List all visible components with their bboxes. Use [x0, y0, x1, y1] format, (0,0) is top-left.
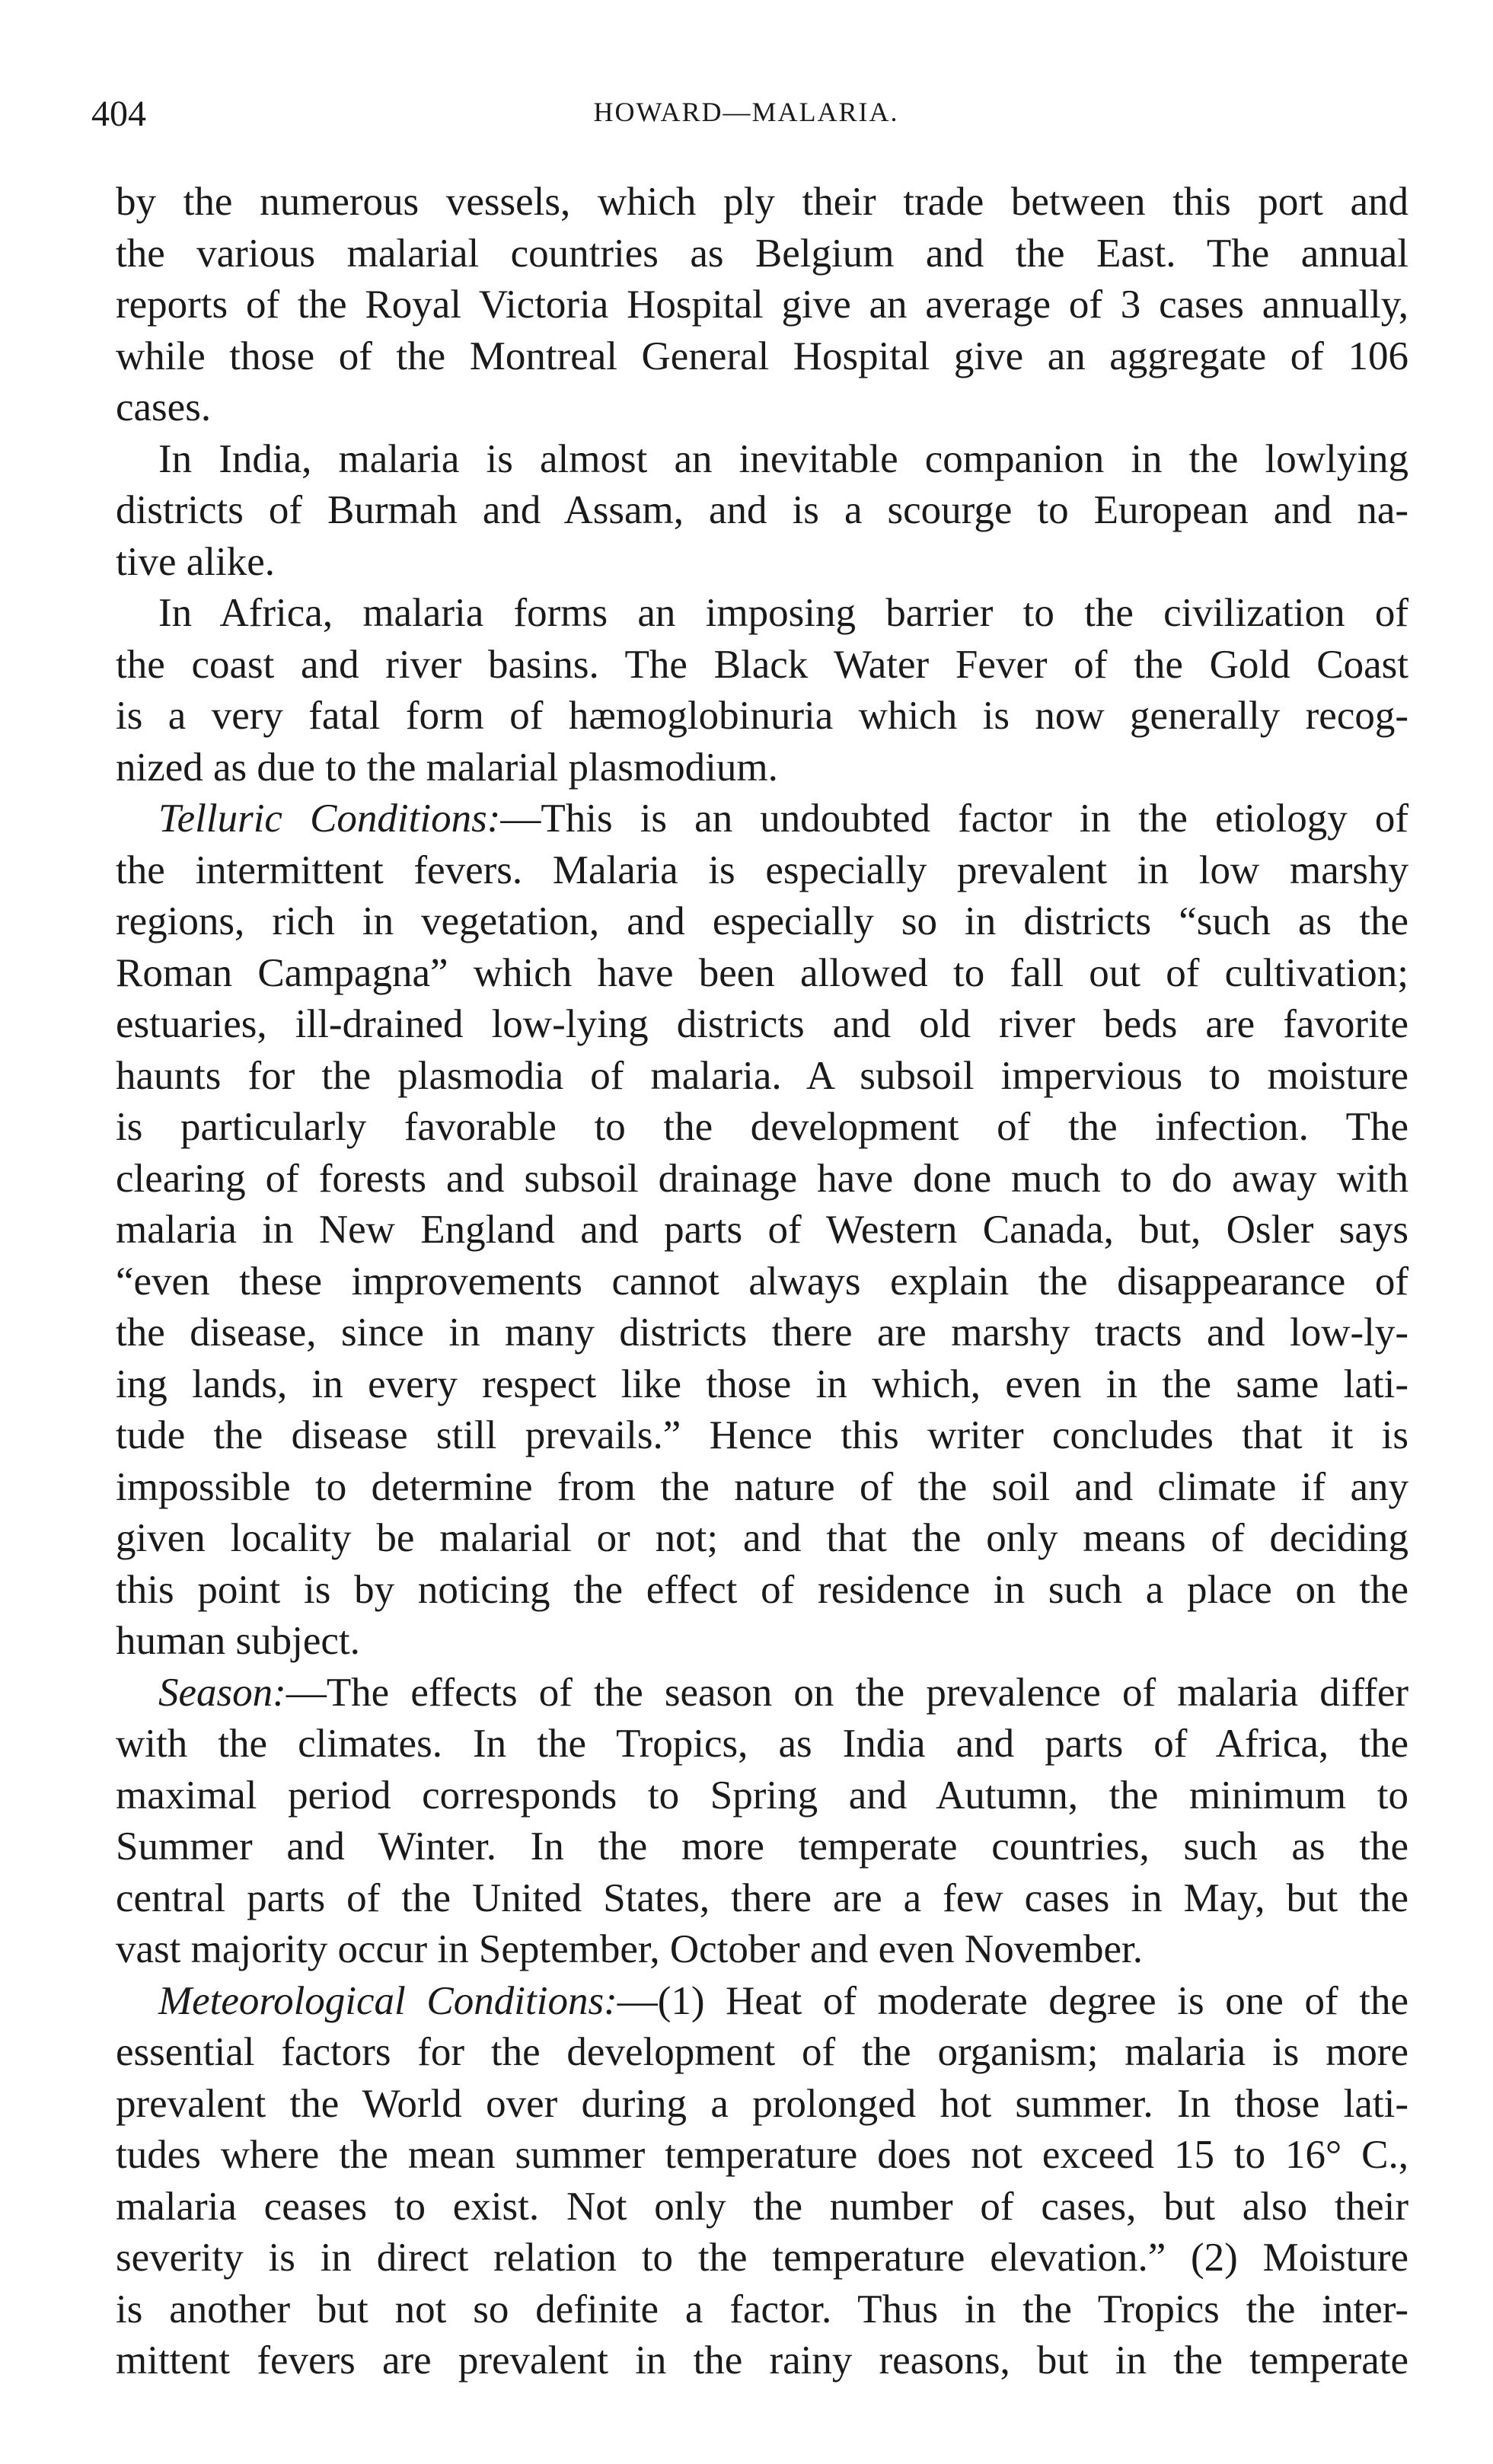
text-line: reports of the Royal Victoria Hospital give an average of 3 cases annually,: [116, 282, 1408, 327]
text-line: mittent fevers are prevalent in the rainy reasons, but in the temperate: [116, 2338, 1408, 2383]
text-line: In India, malaria is almost an inevitable companion in the lowlying: [158, 436, 1408, 481]
text-line: regions, rich in vegetation, and especially so in districts “such as the: [116, 899, 1408, 943]
text-line: tudes where the mean summer temperature does not exceed 15 to 16° C.,: [116, 2133, 1408, 2177]
text-line: the disease, since in many districts there are marshy tracts and low-ly-: [116, 1310, 1408, 1355]
text-line: the various malarial countries as Belgium and the East. The annual: [116, 231, 1408, 276]
text-line: Telluric Conditions:—This is an undoubted factor in the etiology of: [158, 796, 1408, 841]
text-line: vast majority occur in September, October and even November.: [116, 1927, 1143, 1971]
text-line: while those of the Montreal General Hospital give an aggregate of 106: [116, 334, 1408, 378]
text-line: Summer and Winter. In the more temperate countries, such as the: [116, 1824, 1408, 1869]
text-line: In Africa, malaria forms an imposing barrier to the civilization of: [158, 591, 1408, 635]
text-line: “even these improvements cannot always explain the disappearance of: [116, 1259, 1408, 1304]
text-line: maximal period corresponds to Spring and Autumn, the minimum to: [116, 1773, 1408, 1818]
running-head: HOWARD—MALARIA.: [593, 97, 899, 127]
section-heading: Telluric Conditions:: [158, 796, 501, 841]
text-line: cases.: [116, 385, 212, 429]
section-heading: Season:: [158, 1670, 286, 1715]
text-line: given locality be malarial or not; and that the only means of deciding: [116, 1516, 1408, 1560]
page-header: [91, 93, 1401, 139]
text-line: clearing of forests and subsoil drainage have done much to do away with: [116, 1156, 1408, 1201]
text-line: with the climates. In the Tropics, as India and parts of Africa, the: [116, 1722, 1408, 1766]
page-number: 404: [91, 94, 146, 134]
text-line: estuaries, ill-drained low-lying districts and old river beds are favorite: [116, 1002, 1408, 1046]
body-text: [116, 177, 1408, 2387]
text-line: Meteorological Conditions:—(1) Heat of moderate degree is one of the: [158, 1978, 1408, 2023]
text-line: by the numerous vessels, which ply their trade between this port and: [116, 180, 1408, 224]
text-line: is another but not so definite a factor. Thus in the Tropics the inter-: [116, 2287, 1408, 2332]
text-line: impossible to determine from the nature of the soil and climate if any: [116, 1464, 1408, 1509]
text-line: haunts for the plasmodia of malaria. A subsoil impervious to moisture: [116, 1053, 1408, 1098]
text-line: human subject.: [116, 1619, 360, 1663]
text-line: this point is by noticing the effect of residence in such a place on the: [116, 1567, 1408, 1612]
text-line: essential factors for the development of the organism; malaria is more: [116, 2030, 1408, 2074]
text-line: central parts of the United States, there are a few cases in May, but the: [116, 1875, 1408, 1920]
text-line: nized as due to the malarial plasmodium.: [116, 745, 778, 790]
text-line: the coast and river basins. The Black Water Fever of the Gold Coast: [116, 642, 1408, 687]
section-heading: Meteorological Conditions:: [158, 1978, 617, 2023]
text-line: the intermittent fevers. Malaria is especially prevalent in low marshy: [116, 847, 1408, 892]
text-line: ing lands, in every respect like those in which, even in the same lati-: [116, 1361, 1408, 1406]
text-line: malaria in New England and parts of Western Canada, but, Osler says: [116, 1208, 1408, 1252]
text-line: tive alike.: [116, 539, 275, 584]
text-line: tude the disease still prevails.” Hence this writer concludes that it is: [116, 1413, 1408, 1457]
text-line: prevalent the World over during a prolonged hot summer. In those lati-: [116, 2081, 1408, 2126]
text-line: is particularly favorable to the development of the infection. The: [116, 1105, 1408, 1149]
text-line: Season:—The effects of the season on the prevalence of malaria differ: [158, 1670, 1408, 1715]
text-line: districts of Burmah and Assam, and is a scourge to European and na-: [116, 488, 1408, 532]
text-line: Roman Campagna” which have been allowed to fall out of cultivation;: [116, 950, 1408, 995]
text-line: malaria ceases to exist. Not only the number of cases, but also their: [116, 2184, 1408, 2229]
text-line: severity is in direct relation to the temperature elevation.” (2) Moisture: [116, 2236, 1408, 2280]
text-line: is a very fatal form of hæmoglobinuria which is now generally recog-: [116, 694, 1408, 738]
